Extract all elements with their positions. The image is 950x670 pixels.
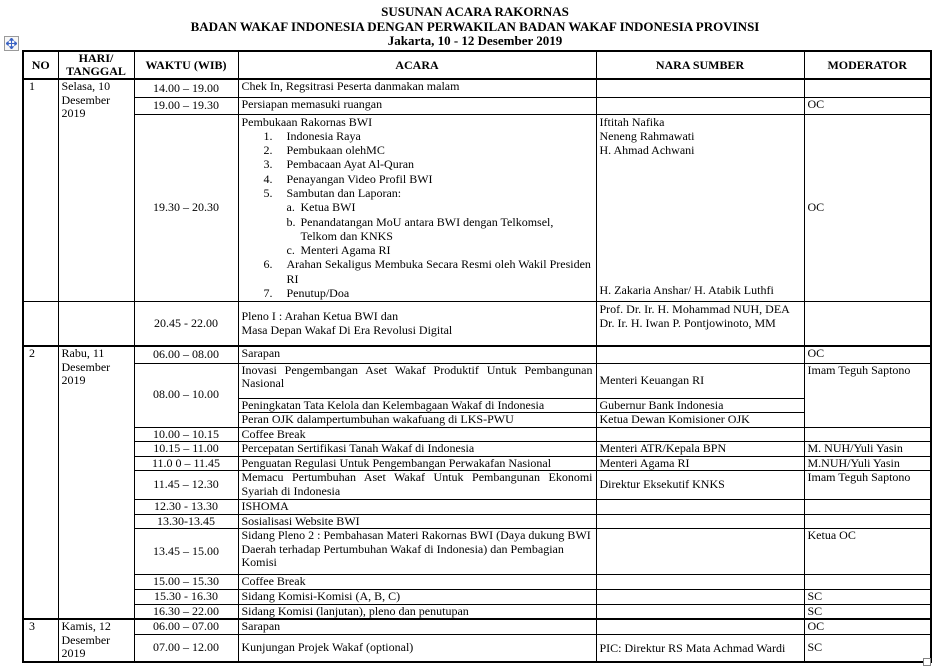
nara-cell: Direktur Eksekutif KNKS — [596, 471, 804, 500]
moderator-cell: OC — [804, 346, 931, 363]
nara-cell — [596, 114, 804, 301]
col-header-hari-tanggal: HARI/ TANGGAL — [58, 51, 134, 79]
table-row — [23, 500, 931, 515]
acara-cell: Pleno I : Arahan Ketua BWI dan Masa Depan Wakaf Di Era Revolusi Digital — [238, 301, 596, 346]
table-row — [23, 114, 931, 301]
table-row — [23, 514, 931, 529]
day3-date: Kamis, 12 Desember 2019 — [58, 619, 134, 662]
table-row — [23, 301, 931, 346]
time-cell: 19.30 – 20.30 — [134, 114, 238, 301]
time-cell: 10.15 – 11.00 — [134, 442, 238, 457]
acara-cell: Sosialisasi Website BWI — [238, 514, 596, 529]
time-cell: 11.0 0 – 11.45 — [134, 456, 238, 471]
nara-cell-empty — [596, 575, 804, 590]
moderator-cell: Imam Teguh Saptono — [804, 471, 931, 500]
list-subitem: a. Ketua BWI — [286, 200, 356, 215]
nara-cell-empty — [596, 427, 804, 442]
time-cell: 12.30 - 13.30 — [134, 500, 238, 515]
list-subitem: b. Penandatangan MoU antara BWI dengan Telkomsel, Telkom dan KNKS — [286, 214, 554, 243]
acara-cell: Inovasi Pengembangan Aset Wakaf Produktif Untuk Pembangunan Nasional — [238, 363, 596, 398]
nara-cell-empty — [596, 346, 804, 363]
nara-cell-empty — [596, 589, 804, 604]
list-item: 4. Penayangan Video Profil BWI — [263, 171, 433, 186]
moderator-cell: OC — [804, 619, 931, 634]
acara-cell: Kunjungan Projek Wakaf (optional) — [238, 634, 596, 662]
table-row — [23, 427, 931, 442]
list-item: 3. Pembacaan Ayat Al-Quran — [263, 157, 415, 172]
time-cell: 16.30 – 22.00 — [134, 604, 238, 619]
time-cell: 10.00 – 10.15 — [134, 427, 238, 442]
nara-cell: Prof. Dr. Ir. H. Mohammad NUH, DEA Dr. Ir. H. Iwan P. Pontjowinoto, MM — [596, 301, 804, 346]
col-header-no: NO — [23, 51, 58, 79]
moderator-cell-empty — [804, 427, 931, 442]
list-item: 6. Arahan Sekaligus Membuka Secara Resmi oleh Wakil Presiden RI — [263, 257, 591, 286]
acara-cell: ISHOMA — [238, 500, 596, 515]
nara-cell: PIC: Direktur RS Mata Achmad Wardi — [596, 634, 804, 662]
list-item: 7. Penutup/Doa — [263, 286, 350, 301]
time-cell: 13.30-13.45 — [134, 514, 238, 529]
day1-no: 1 — [23, 79, 58, 301]
acara-cell: Coffee Break — [238, 575, 596, 590]
acara-cell: Sarapan — [238, 346, 596, 363]
acara-cell: Sidang Komisi (lanjutan), pleno dan penutupan — [238, 604, 596, 619]
moderator-cell: SC — [804, 634, 931, 662]
list-subitem: c. Menteri Agama RI — [286, 243, 391, 258]
day3-no: 3 — [23, 619, 58, 662]
table-row — [23, 529, 931, 575]
moderator-cell-empty — [804, 575, 931, 590]
agenda-table — [22, 50, 932, 663]
time-cell: 06.00 – 08.00 — [134, 346, 238, 363]
table-row — [23, 363, 931, 398]
time-cell: 15.30 - 16.30 — [134, 589, 238, 604]
list-item: 5. Sambutan dan Laporan: — [263, 185, 402, 200]
nara-cell-empty — [596, 500, 804, 515]
nara-bottom-name: H. Zakaria Anshar/ H. Atabik Luthfi — [599, 283, 774, 298]
time-cell: 06.00 – 07.00 — [134, 619, 238, 634]
table-row — [23, 604, 931, 619]
day2-date: Rabu, 11 Desember 2019 — [58, 346, 134, 619]
acara-cell: Coffee Break — [238, 427, 596, 442]
moderator-cell: M. NUH/Yuli Yasin — [804, 442, 931, 457]
title-line-2: BADAN WAKAF INDONESIA DENGAN PERWAKILAN BADAN WAKAF INDONESIA PROVINSI — [190, 18, 760, 34]
title-line-1: SUSUNAN ACARA RAKORNAS — [381, 4, 569, 19]
day2-no: 2 — [23, 346, 58, 619]
time-cell: 08.00 – 10.00 — [134, 363, 238, 427]
nara-cell-empty — [596, 619, 804, 634]
table-row — [23, 442, 931, 457]
acara-cell: Percepatan Sertifikasi Tanah Wakaf di Indonesia — [238, 442, 596, 457]
time-cell: 13.45 – 15.00 — [134, 529, 238, 575]
nara-cell-empty — [596, 79, 804, 97]
col-header-moderator: MODERATOR — [804, 51, 931, 79]
acara-cell: Sidang Komisi-Komisi (A, B, C) — [238, 589, 596, 604]
acara-title: Pembukaan Rakornas BWI — [241, 114, 373, 129]
nara-cell-empty — [596, 514, 804, 529]
nara-cell: Menteri Agama RI — [596, 456, 804, 471]
moderator-cell-empty — [804, 79, 931, 97]
table-row — [23, 589, 931, 604]
moderator-cell-empty — [804, 514, 931, 529]
moderator-cell: Imam Teguh Saptono — [804, 363, 931, 427]
header-row — [23, 51, 931, 79]
moderator-cell: SC — [804, 589, 931, 604]
acara-cell: Sarapan — [238, 619, 596, 634]
nara-cell: Gubernur Bank Indonesia — [596, 398, 804, 413]
nara-cell-empty — [596, 529, 804, 575]
table-row — [23, 97, 931, 114]
acara-cell: Peran OJK dalampertumbuhan wakafuang di LKS-PWU — [238, 413, 596, 428]
list-item: 2. Pembukaan olehMC — [263, 143, 385, 158]
no-cell-empty — [23, 301, 58, 346]
day1-date: Selasa, 10 Desember 2019 — [58, 79, 134, 301]
acara-cell — [238, 114, 596, 301]
table-row — [23, 634, 931, 662]
move-arrows-icon — [6, 38, 17, 49]
nara-cell: Menteri Keuangan RI — [596, 363, 804, 398]
table-row — [23, 575, 931, 590]
table-row — [23, 456, 931, 471]
moderator-cell-empty — [804, 301, 931, 346]
moderator-cell: OC — [804, 97, 931, 114]
time-cell: 11.45 – 12.30 — [134, 471, 238, 500]
moderator-cell: M.NUH/Yuli Yasin — [804, 456, 931, 471]
acara-cell: Persiapan memasuki ruangan — [238, 97, 596, 114]
col-header-nara-sumber: NARA SUMBER — [596, 51, 804, 79]
acara-cell: Peningkatan Tata Kelola dan Kelembagaan Wakaf di Indonesia — [238, 398, 596, 413]
nara-cell-empty — [596, 604, 804, 619]
time-cell: 15.00 – 15.30 — [134, 575, 238, 590]
table-row — [23, 619, 931, 634]
time-cell: 19.00 – 19.30 — [134, 97, 238, 114]
date-cell-empty — [58, 301, 134, 346]
acara-cell: Memacu Pertumbuhan Aset Wakaf Untuk Pembangunan Ekonomi Syariah di Indonesia — [238, 471, 596, 500]
moderator-cell: Ketua OC — [804, 529, 931, 575]
moderator-cell: SC — [804, 604, 931, 619]
moderator-cell: OC — [804, 114, 931, 301]
list-item: 1. Indonesia Raya — [263, 128, 361, 143]
col-header-acara: ACARA — [238, 51, 596, 79]
table-row — [23, 346, 931, 363]
table-row — [23, 471, 931, 500]
table-resize-handle[interactable] — [923, 658, 931, 666]
time-cell: 14.00 – 19.00 — [134, 79, 238, 97]
nara-cell: Menteri ATR/Kepala BPN — [596, 442, 804, 457]
table-row — [23, 79, 931, 97]
nara-cell: Ketua Dewan Komisioner OJK — [596, 413, 804, 428]
time-cell: 07.00 – 12.00 — [134, 634, 238, 662]
table-move-handle[interactable] — [4, 36, 19, 51]
acara-cell: Sidang Pleno 2 : Pembahasan Materi Rakornas BWI (Daya dukung BWI Daerah terhadap Pertumbuhan Wakaf di Indonesia) dan Pembagian Komisi — [238, 529, 596, 575]
time-cell: 20.45 - 22.00 — [134, 301, 238, 346]
acara-cell: Chek In, Regsitrasi Peserta danmakan malam — [238, 79, 596, 97]
nara-cell-empty — [596, 97, 804, 114]
document-title — [0, 5, 950, 49]
title-line-3: Jakarta, 10 - 12 Desember 2019 — [387, 33, 563, 48]
moderator-cell-empty — [804, 500, 931, 515]
acara-cell: Penguatan Regulasi Untuk Pengembangan Perwakafan Nasional — [238, 456, 596, 471]
nara-names: Iftitah Nafika Neneng Rahmawati H. Ahmad Achwani — [599, 114, 695, 158]
col-header-waktu: WAKTU (WIB) — [134, 51, 238, 79]
